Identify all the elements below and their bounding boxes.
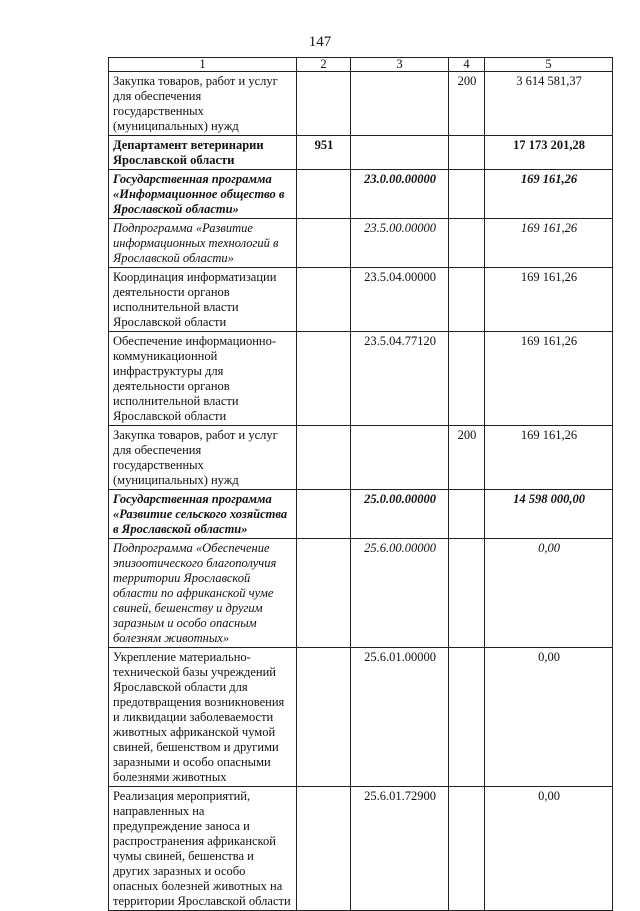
row-name: Обеспечение информационно-коммуникационной инфраструктуры для деятельности органов исполнительной власти Ярославской области	[109, 332, 297, 426]
row-type	[449, 136, 485, 170]
row-code: 25.6.01.72900	[351, 787, 449, 911]
header-col-1: 1	[109, 58, 297, 72]
row-ved	[297, 787, 351, 911]
row-type	[449, 648, 485, 787]
row-type	[449, 219, 485, 268]
row-ved	[297, 72, 351, 136]
row-ved	[297, 332, 351, 426]
page-number: 147	[308, 34, 332, 50]
row-type: 200	[449, 426, 485, 490]
row-ved	[297, 219, 351, 268]
row-sum: 17 173 201,28	[485, 136, 613, 170]
row-name: Координация информатизации деятельности органов исполнительной власти Ярославской области	[109, 268, 297, 332]
row-name: Закупка товаров, работ и услуг для обеспечения государственных (муниципальных) нужд	[109, 426, 297, 490]
row-type	[449, 332, 485, 426]
table-row	[109, 490, 613, 539]
row-code: 23.5.04.77120	[351, 332, 449, 426]
row-sum: 14 598 000,00	[485, 490, 613, 539]
row-type	[449, 268, 485, 332]
budget-table	[108, 57, 613, 911]
row-type	[449, 170, 485, 219]
row-ved: 951	[297, 136, 351, 170]
table-row	[109, 170, 613, 219]
row-type: 200	[449, 72, 485, 136]
header-col-3: 3	[351, 58, 449, 72]
table-row	[109, 72, 613, 136]
row-code: 23.5.04.00000	[351, 268, 449, 332]
row-name: Государственная программа «Информационное общество в Ярославской области»	[109, 170, 297, 219]
row-ved	[297, 539, 351, 648]
row-sum: 0,00	[485, 787, 613, 911]
row-sum: 169 161,26	[485, 426, 613, 490]
row-sum: 0,00	[485, 648, 613, 787]
row-code: 23.5.00.00000	[351, 219, 449, 268]
row-name: Подпрограмма «Обеспечение эпизоотического благополучия территории Ярославской области по африканской чуме свиней, бешенству и другим заразным и особо опасным болезням животных»	[109, 539, 297, 648]
row-ved	[297, 648, 351, 787]
header-col-4: 4	[449, 58, 485, 72]
table-row	[109, 136, 613, 170]
table-row	[109, 426, 613, 490]
row-ved	[297, 268, 351, 332]
row-code	[351, 426, 449, 490]
row-ved	[297, 426, 351, 490]
row-name: Департамент ветеринарии Ярославской области	[109, 136, 297, 170]
header-col-5: 5	[485, 58, 613, 72]
header-col-2: 2	[297, 58, 351, 72]
row-name: Закупка товаров, работ и услуг для обеспечения государственных (муниципальных) нужд	[109, 72, 297, 136]
row-ved	[297, 490, 351, 539]
row-name: Государственная программа «Развитие сельского хозяйства в Ярославской области»	[109, 490, 297, 539]
row-code: 25.6.00.00000	[351, 539, 449, 648]
row-sum: 169 161,26	[485, 332, 613, 426]
row-sum: 169 161,26	[485, 219, 613, 268]
row-type	[449, 787, 485, 911]
row-sum: 0,00	[485, 539, 613, 648]
row-sum: 169 161,26	[485, 170, 613, 219]
row-sum: 3 614 581,37	[485, 72, 613, 136]
row-code	[351, 72, 449, 136]
header-row	[109, 58, 613, 72]
table-row	[109, 539, 613, 648]
row-name: Подпрограмма «Развитие информационных технологий в Ярославской области»	[109, 219, 297, 268]
row-type	[449, 490, 485, 539]
row-ved	[297, 170, 351, 219]
table-row	[109, 332, 613, 426]
table-row	[109, 648, 613, 787]
row-name: Укрепление материально-технической базы учреждений Ярославской области для предотвращения возникновения и ликвидации заболеваемости животных африканской чумой свиней, бешенством и другими заразными и особо опасными болезнями животных	[109, 648, 297, 787]
row-type	[449, 539, 485, 648]
row-code	[351, 136, 449, 170]
row-sum: 169 161,26	[485, 268, 613, 332]
table-row	[109, 219, 613, 268]
table-row	[109, 268, 613, 332]
table-row	[109, 787, 613, 911]
row-code: 25.0.00.00000	[351, 490, 449, 539]
row-name: Реализация мероприятий, направленных на предупреждение заноса и распространения африканской чумы свиней, бешенства и других заразных и особо опасных болезней животных на территории Ярославской области	[109, 787, 297, 911]
row-code: 23.0.00.00000	[351, 170, 449, 219]
row-code: 25.6.01.00000	[351, 648, 449, 787]
